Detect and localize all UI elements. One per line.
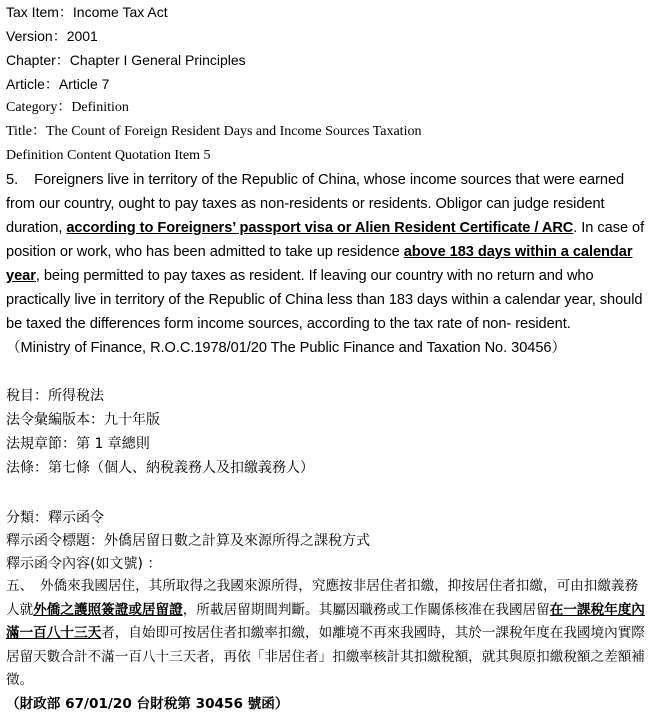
chinese-definition-body — [6, 575, 650, 693]
zh-version-line: 法令彙編版本：九十年版 — [6, 412, 160, 428]
english-source-citation: （Ministry of Finance, R.O.C.1978/01/20 The Public Finance and Taxation No. 30456） — [6, 340, 567, 356]
zh-title-line: 釋示函令標題：外僑居留日數之計算及來源所得之課稅方式 — [6, 533, 370, 549]
zh-text-part-2: ，所載居留期間判斷。其屬因職務或工作關係核准在我國居留 — [182, 601, 550, 618]
tax-item-line: Tax Item：Income Tax Act — [6, 4, 168, 20]
zh-article-line: 法條：第七條（個人、納稅義務人及扣繳義務人） — [6, 460, 314, 476]
english-text-part-3: , being permitted to pay taxes as resident. If leaving our country with no return and who practically live in territory of the Republic of China less than 183 days within a calendar year, should be taxed the differences form income sources, according to the tax rate of non- resident. — [6, 268, 643, 332]
english-text-part-1: 5. Foreigners live in territory of the Republic of China, whose income sources that were earned from our country, ought to pay taxes as non-residents or residents. Obligor can judge resident duration, — [6, 172, 625, 236]
english-definition-paragraph — [6, 168, 650, 360]
zh-text-part-3: 者，自始即可按居住者扣繳率扣繳，如離境不再來我國時，其於一課稅年度在我國境內實際居留天數合計不滿一百八十三天者，再依「非居住者」扣繳率核計其扣繳稅額，就其與原扣繳稅額之差額補徵。 — [6, 625, 645, 688]
zh-emphasis-passport: 外僑之護照簽證或居留證 — [33, 601, 183, 618]
english-text-part-2: . In case of position or work, who has been admitted to take up residence — [6, 220, 645, 260]
version-line: Version：2001 — [6, 28, 98, 44]
zh-source-citation: （財政部 67/01/20 台財稅第 30456 號函） — [6, 695, 289, 712]
zh-category-line: 分類：釋示函令 — [6, 510, 104, 526]
english-emphasis-183-days: above 183 days within a calendar year — [6, 244, 633, 284]
chinese-definition-paragraph — [6, 575, 650, 716]
english-definition-body — [6, 168, 650, 336]
title-line: Title：The Count of Foreign Resident Days and Income Sources Taxation — [6, 124, 422, 139]
zh-emphasis-183-days: 在一課稅年度內滿一百八十三天 — [6, 601, 645, 641]
english-emphasis-passport: according to Foreigners’ passport visa or Alien Resident Certificate / ARC — [66, 220, 574, 236]
article-line: Article：Article 7 — [6, 76, 110, 92]
zh-text-part-1: 五、 外僑來我國居住，其所取得之我國來源所得，究應按非居住者扣繳，抑按居住者扣繳，可由扣繳義務人就 — [6, 578, 639, 618]
zh-content-label-line: 釋示函令內容(如文號) ： — [6, 556, 162, 572]
category-line: Category：Definition — [6, 100, 129, 115]
zh-tax-item-line: 稅目：所得稅法 — [6, 388, 104, 404]
quotation-item-line: Definition Content Quotation Item 5 — [6, 148, 211, 163]
chapter-line: Chapter：Chapter I General Principles — [6, 52, 246, 68]
zh-chapter-line: 法規章節：第 1 章總則 — [6, 436, 150, 452]
